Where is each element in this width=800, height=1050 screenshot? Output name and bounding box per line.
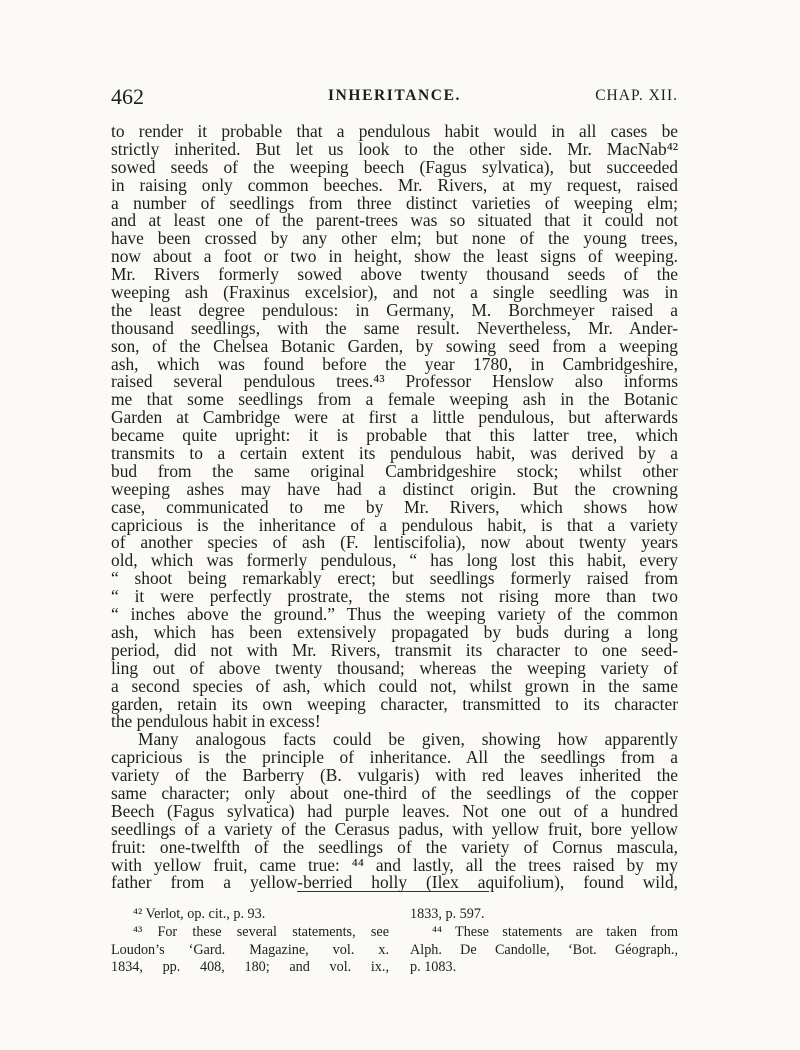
text-line: of another species of ash (F. lentiscifolia), now about twenty years xyxy=(111,532,678,553)
text-line: “ inches above the ground.” Thus the weeping variety of the common xyxy=(111,604,678,625)
text-line: bud from the same original Cambridgeshire stock; whilst other xyxy=(111,460,678,481)
running-head xyxy=(111,84,678,114)
text-line: garden, retain its own weeping character, transmitted to its character xyxy=(111,693,678,714)
running-title: INHERITANCE. xyxy=(327,87,462,104)
footnote-line: ⁴³ For these several statements, see xyxy=(133,923,389,940)
text-line: became quite upright: it is probable that this latter tree, which xyxy=(111,425,678,446)
text-line: case, communicated to me by Mr. Rivers, which shows how xyxy=(111,496,678,517)
text-line: period, did not with Mr. Rivers, transmit its character to one seed- xyxy=(111,639,678,660)
text-line: sowed seeds of the weeping beech (Fagus sylvatica), but succeeded xyxy=(111,156,678,177)
text-line: a second species of ash, which could not, whilst grown in the same xyxy=(111,675,678,696)
body-text xyxy=(111,123,678,892)
text-line: with yellow fruit, came true: ⁴⁴ and lastly, all the trees raised by my xyxy=(111,854,678,875)
text-line: Garden at Cambridge were at first a little pendulous, but afterwards xyxy=(111,407,678,428)
text-line: weeping ash (Fraxinus excelsior), and not a single seedling was in xyxy=(111,282,678,303)
text-line: transmits to a certain extent its pendulous habit, was derived by a xyxy=(111,443,678,464)
text-line: to render it probable that a pendulous habit would in all cases be xyxy=(111,121,678,141)
text-line: ling out of above twenty thousand; whereas the weeping variety of xyxy=(111,657,678,678)
text-line: in raising only common beeches. Mr. Rivers, at my request, raised xyxy=(111,174,678,195)
text-line: “ shoot being remarkably erect; but seedlings formerly raised from xyxy=(111,568,678,589)
footnote-line: p. 1083. xyxy=(410,959,457,976)
footnote-line: 1833, p. 597. xyxy=(410,906,485,922)
chapter-label: CHAP. XII. xyxy=(595,87,678,104)
text-line: Beech (Fagus sylvatica) had purple leaves. Not one out of a hundred xyxy=(111,800,678,821)
footnote-line: ⁴² Verlot, op. cit., p. 93. xyxy=(133,906,266,922)
text-line: the pendulous habit in excess! xyxy=(111,711,321,732)
text-line: have been crossed by any other elm; but none of the young trees, xyxy=(111,228,678,249)
footnote-line: Loudon’s ‘Gard. Magazine, vol. x. xyxy=(111,941,389,958)
text-line: Mr. Rivers formerly sowed above twenty thousand seeds of the xyxy=(111,264,678,285)
text-line: strictly inherited. But let us look to the other side. Mr. MacNab⁴² xyxy=(111,138,678,159)
footnote-line: 1834, pp. 408, 180; and vol. ix., xyxy=(111,959,389,976)
text-line: capricious is the principle of inheritance. All the seedlings from a xyxy=(111,747,678,768)
footnote-column-left xyxy=(111,906,389,977)
text-line: capricious is the inheritance of a pendulous habit, is that a variety xyxy=(111,514,678,535)
text-line: fruit: one-twelfth of the seedlings of the variety of Cornus mascula, xyxy=(111,836,678,857)
text-line: raised several pendulous trees.⁴³ Professor Henslow also informs xyxy=(111,371,678,392)
text-line: weeping ashes may have had a distinct origin. But the crowning xyxy=(111,478,678,499)
text-line: Many analogous facts could be given, showing how apparently xyxy=(138,729,678,750)
text-line: me that some seedlings from a female weeping ash in the Botanic xyxy=(111,389,678,410)
footnote-line: Alph. De Candolle, ‘Bot. Géograph., xyxy=(410,941,678,958)
footnote-column-right xyxy=(410,906,678,977)
text-line: father from a yellow-berried holly (Ilex aquifolium), found wild, xyxy=(111,872,678,893)
text-line: now about a foot or two in height, show the least signs of weeping. xyxy=(111,246,678,267)
text-line: variety of the Barberry (B. vulgaris) with red leaves inherited the xyxy=(111,765,678,786)
text-line: seedlings of a variety of the Cerasus padus, with yellow fruit, bore yellow xyxy=(111,818,678,839)
text-line: old, which was formerly pendulous, “ has long lost this habit, every xyxy=(111,550,678,571)
text-line: and at least one of the parent-trees was so situated that it could not xyxy=(111,210,678,231)
text-line: same character; only about one-third of the seedlings of the copper xyxy=(111,782,678,803)
text-line: the least degree pendulous: in Germany, M. Borchmeyer raised a xyxy=(111,299,678,320)
text-line: ash, which was found before the year 1780, in Cambridgeshire, xyxy=(111,353,678,374)
text-line: a number of seedlings from three distinct varieties of weeping elm; xyxy=(111,192,678,213)
text-line: ash, which has been extensively propagated by buds during a long xyxy=(111,621,678,642)
text-line: “ it were perfectly prostrate, the stems not rising more than two xyxy=(111,586,678,607)
page-number: 462 xyxy=(111,84,144,109)
footnote-line: ⁴⁴ These statements are taken from xyxy=(432,923,678,940)
text-line: thousand seedlings, with the same result. Nevertheless, Mr. Ander- xyxy=(111,317,678,338)
footnote-rule xyxy=(297,891,489,892)
text-line: son, of the Chelsea Botanic Garden, by sowing seed from a weeping xyxy=(111,335,678,356)
